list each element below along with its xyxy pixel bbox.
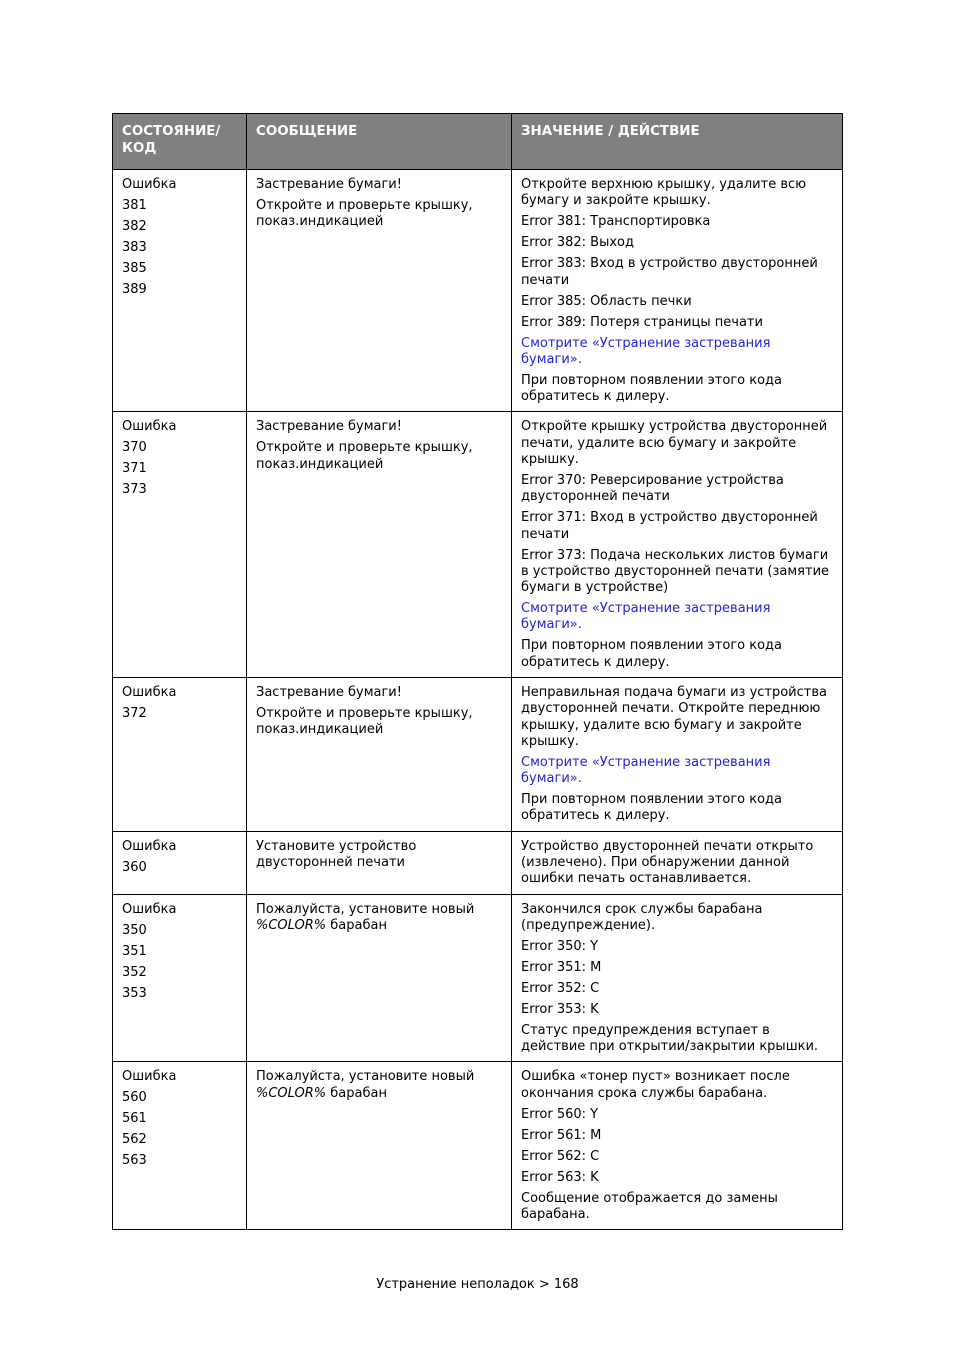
status-label: Ошибка	[122, 901, 177, 917]
error-code: 370	[122, 440, 147, 456]
error-code: 353	[122, 985, 147, 1001]
action-text: Error 370: Реверсирование устройства двусторонней печати	[521, 472, 784, 505]
error-code: 381	[122, 197, 147, 213]
action-text: Error 382: Выход	[521, 235, 634, 251]
action-text: Error 371: Вход в устройство двусторонней печати	[521, 510, 818, 542]
status-code-cell	[113, 831, 247, 894]
action-text: Error 389: Потеря страницы печати	[521, 314, 763, 330]
message-text: Застревание бумаги!	[256, 684, 402, 700]
status-code-cell	[113, 1062, 247, 1230]
action-text: Error 561: M	[521, 1127, 602, 1143]
action-text: При повторном появлении этого кода обратитесь к дилеру.	[521, 638, 783, 670]
message-prefix: Пожалуйста, установите новый	[256, 901, 475, 917]
action-text: Сообщение отображается до замены барабана.	[521, 1190, 778, 1222]
message-cell	[247, 1062, 512, 1230]
status-label: Ошибка	[122, 419, 177, 435]
action-text: Откройте крышку устройства двусторонней печати, удалите всю бумагу и закройте крышку.	[521, 419, 828, 467]
message-cell	[247, 831, 512, 894]
error-code: 562	[122, 1132, 147, 1148]
status-code-cell	[113, 170, 247, 412]
error-code: 561	[122, 1111, 147, 1127]
message-suffix: барабан	[326, 1085, 387, 1101]
status-label: Ошибка	[122, 177, 177, 192]
action-text: Статус предупреждения вступает в действие при открытии/закрытии крышки.	[521, 1022, 819, 1055]
table-row	[113, 170, 843, 412]
status-code-cell	[113, 412, 247, 678]
status-code-cell	[113, 677, 247, 831]
table-header-row	[113, 114, 843, 170]
action-text: Error 351: M	[521, 959, 602, 975]
message-cell	[247, 677, 512, 831]
table-row	[113, 677, 843, 831]
color-variable: %COLOR%	[256, 1085, 327, 1101]
table-row	[113, 894, 843, 1062]
action-cell	[512, 894, 843, 1062]
status-code-cell	[113, 894, 247, 1062]
error-code: 352	[122, 964, 147, 980]
action-text: Error 562: C	[521, 1148, 600, 1164]
action-text: Error 560: Y	[521, 1106, 599, 1122]
page-footer: Устранение неполадок > 168	[376, 1277, 579, 1292]
message-cell	[247, 170, 512, 412]
error-code: 560	[122, 1090, 147, 1106]
action-text: Откройте верхнюю крышку, удалите всю бумагу и закройте крышку.	[521, 177, 807, 209]
action-text: Error 381: Транспортировка	[521, 214, 711, 230]
action-cell	[512, 1062, 843, 1230]
paper-jam-link[interactable]: Смотрите «Устранение застревания бумаги».	[521, 601, 771, 633]
message-text: Застревание бумаги!	[256, 419, 402, 435]
message-text: Откройте и проверьте крышку, показ.индикацией	[256, 440, 473, 472]
error-code: 351	[122, 943, 147, 959]
error-table	[112, 113, 843, 1230]
paper-jam-link[interactable]: Смотрите «Устранение застревания бумаги».	[521, 754, 771, 787]
action-cell	[512, 170, 843, 412]
action-text: Ошибка «тонер пуст» возникает после окончания срока службы барабана.	[521, 1069, 790, 1101]
action-text: Error 563: K	[521, 1169, 599, 1185]
table-row	[113, 1062, 843, 1230]
error-code: 372	[122, 705, 147, 721]
message-text: Откройте и проверьте крышку, показ.индикацией	[256, 705, 473, 738]
message-suffix: барабан	[326, 917, 387, 933]
action-text: Устройство двусторонней печати открыто (извлечено). При обнаружении данной ошибки печать останавливается.	[521, 838, 814, 887]
status-label: Ошибка	[122, 1069, 177, 1085]
message-text	[256, 1069, 502, 1102]
message-text: Откройте и проверьте крышку, показ.индикацией	[256, 197, 473, 230]
action-cell	[512, 677, 843, 831]
action-text: Error 383: Вход в устройство двусторонней печати	[521, 256, 818, 288]
status-label: Ошибка	[122, 684, 177, 700]
action-cell	[512, 831, 843, 894]
action-cell	[512, 412, 843, 678]
action-text: Error 350: Y	[521, 938, 599, 954]
action-text: Error 352: C	[521, 980, 600, 996]
message-cell	[247, 412, 512, 678]
error-code: 383	[122, 239, 147, 255]
table-row	[113, 412, 843, 678]
action-text: Error 373: Подача нескольких листов бумаги в устройство двусторонней печати (замятие бумаги в устройстве)	[521, 547, 830, 596]
error-code: 382	[122, 218, 147, 234]
action-text: Error 385: Область печки	[521, 293, 692, 309]
error-code: 350	[122, 922, 147, 938]
message-text: Установите устройство двусторонней печати	[256, 838, 417, 871]
header-message: СООБЩЕНИЕ	[247, 114, 512, 170]
paper-jam-link[interactable]: Смотрите «Устранение застревания бумаги».	[521, 335, 771, 367]
message-text	[256, 902, 502, 935]
error-code: 371	[122, 461, 147, 477]
color-variable: %COLOR%	[256, 917, 327, 933]
action-text: При повторном появлении этого кода обратитесь к дилеру.	[521, 792, 783, 824]
error-code: 385	[122, 260, 147, 276]
message-prefix: Пожалуйста, установите новый	[256, 1069, 475, 1085]
error-code: 563	[122, 1153, 147, 1169]
header-meaning-action: ЗНАЧЕНИЕ / ДЕЙСТВИЕ	[512, 114, 843, 170]
action-text: При повторном появлении этого кода обратитесь к дилеру.	[521, 372, 783, 405]
header-status-code: СОСТОЯНИЕ/ КОД	[113, 114, 247, 170]
action-text: Закончился срок службы барабана (предупреждение).	[521, 901, 763, 933]
table-row	[113, 831, 843, 894]
error-code: 389	[122, 281, 147, 297]
action-text: Неправильная подача бумаги из устройства двусторонней печати. Откройте переднюю крышку, удалите всю бумагу и закройте крышку.	[521, 684, 827, 749]
error-code: 373	[122, 482, 147, 498]
status-label: Ошибка	[122, 838, 177, 854]
message-cell	[247, 894, 512, 1062]
message-text: Застревание бумаги!	[256, 177, 402, 192]
action-text: Error 353: K	[521, 1001, 599, 1017]
error-code: 360	[122, 859, 147, 875]
